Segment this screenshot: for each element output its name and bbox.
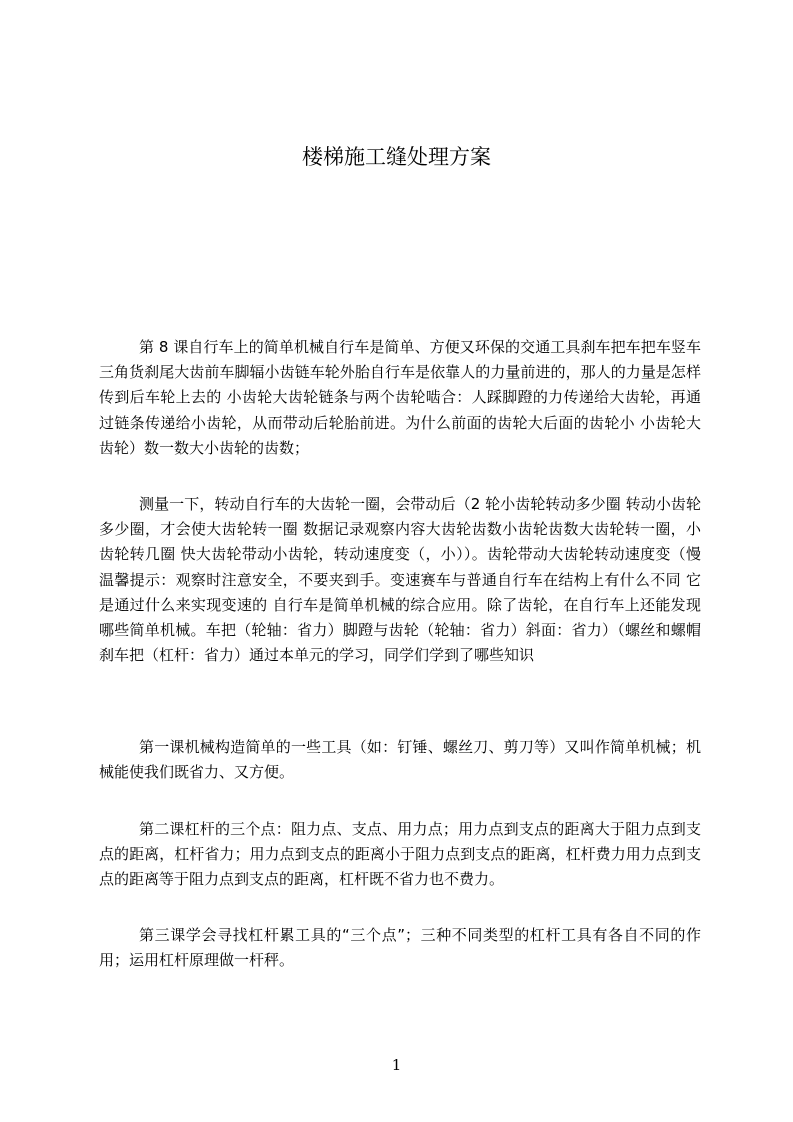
paragraph-lesson-two: 第二课杠杆的三个点：阻力点、支点、用力点；用力点到支点的距离大于阻力点到支点的距离，杠杆省力；用力点到支点的距离小于阻力点到支点的距离，杠杆费力用力点到支点的距离等于阻力点到支点的距离，杠杆既不省力也不费力。 bbox=[99, 820, 701, 889]
page-number: 1 bbox=[391, 1056, 402, 1074]
document-title: 楼梯施工缝处理方案 bbox=[302, 145, 491, 169]
paragraph-bicycle-machines: 第 8 课自行车上的简单机械自行车是简单、方便又环保的交通工具刹车把车把车竖车三角货刹尾大齿前车脚辐小齿链车轮外胎自行车是依靠人的力量前进的，那人的力量是怎样传到后车轮上去的 小齿轮大齿轮链条与两个齿轮啮合：人踩脚蹬的力传递给大齿轮，再通过链条传递给小齿轮，从而带动后轮胎前进。为什么前面的齿轮大后面的齿轮小 小齿轮大齿轮）数一数大小齿轮的齿数； bbox=[99, 338, 701, 457]
paragraph-lesson-one: 第一课机械构造简单的一些工具（如：钉锤、螺丝刀、剪刀等）又叫作简单机械；机械能使我们既省力、又方便。 bbox=[99, 738, 701, 782]
paragraph-lesson-three: 第三课学会寻找杠杆累工具的“三个点”；三种不同类型的杠杆工具有各自不同的作用；运用杠杆原理做一杆秤。 bbox=[99, 926, 701, 970]
paragraph-gear-measurement: 测量一下，转动自行车的大齿轮一圈，会带动后（2 轮小齿轮转动多少圈 转动小齿轮多少圈，才会使大齿轮转一圈 数据记录观察内容大齿轮齿数小齿轮齿数大齿轮转一圈，小齿轮转几圈 快大齿轮带动小齿轮，转动速度变（，小））。齿轮带动大齿轮转动速度变（慢温馨提示：观察时注意安全，不要夹到手。变速赛车与普通自行车在结构上有什么不同 它是通过什么来实现变速的 自行车是简单机械的综合应用。除了齿轮，在自行车上还能发现哪些简单机械。车把（轮轴：省力）脚蹬与齿轮（轮轴：省力）斜面：省力）（螺丝和螺帽刹车把（杠杆：省力）通过本单元的学习，同学们学到了哪些知识 bbox=[99, 495, 701, 665]
